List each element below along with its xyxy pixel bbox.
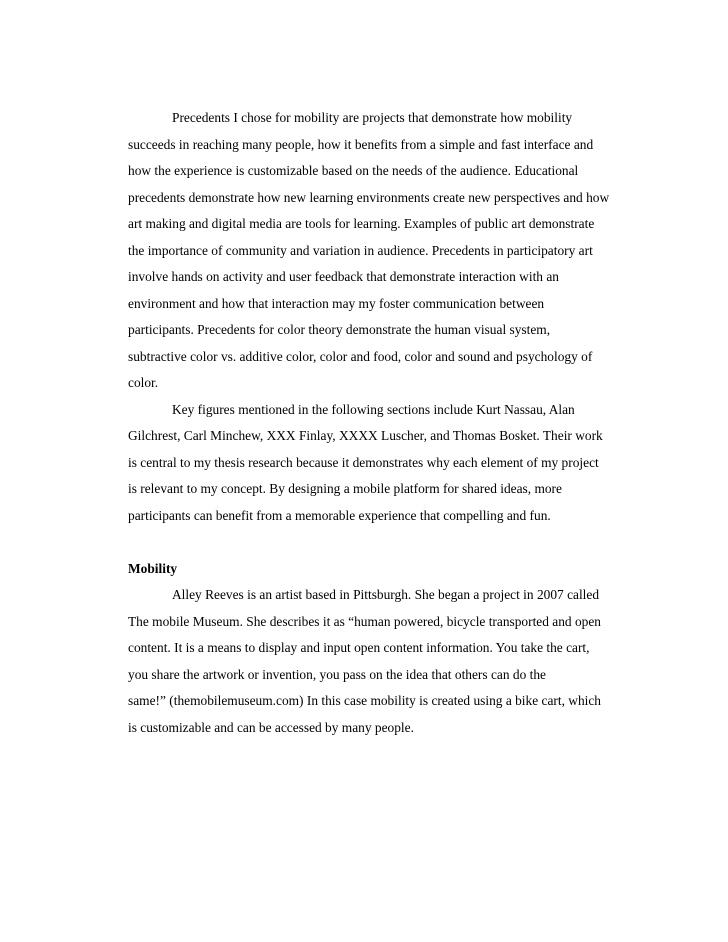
paragraph-line: content. It is a means to display and input open content information. You take the cart, [128, 640, 590, 655]
blank-line [128, 529, 648, 556]
paragraph-line: environment and how that interaction may my foster communication between [128, 295, 545, 311]
paragraph-line: is central to my thesis research because it demonstrates why each element of my project [128, 454, 599, 470]
paragraph-line: color. [128, 375, 159, 390]
paragraph-precedents [128, 105, 648, 397]
paragraph-line: involve hands on activity and user feedback that demonstrate interaction with an [128, 269, 559, 284]
paragraph-mobility [128, 582, 648, 741]
paragraph-line: is relevant to my concept. By designing a mobile platform for shared ideas, more [128, 481, 562, 496]
paragraph-line: Gilchrest, Carl Minchew, XXX Finlay, XXXX Luscher, and Thomas Bosket. Their work [128, 428, 603, 443]
paragraph-line: Alley Reeves is an artist based in Pittsburgh. She began a project in 2007 called [172, 587, 600, 602]
paragraph-line: same!” (themobilemuseum.com) In this case mobility is created using a bike cart, which [128, 693, 601, 708]
paragraph-line: you share the artwork or invention, you pass on the idea that others can do the [128, 666, 546, 682]
paragraph-line: Key figures mentioned in the following sections include Kurt Nassau, Alan [172, 401, 575, 417]
document-body [128, 105, 648, 741]
paragraph-key-figures [128, 397, 648, 530]
paragraph-line: art making and digital media are tools for learning. Examples of public art demonstrate [128, 216, 595, 231]
paragraph-line: precedents demonstrate how new learning environments create new perspectives and how [128, 189, 610, 205]
paragraph-line: The mobile Museum. She describes it as “human powered, bicycle transported and open [128, 613, 602, 629]
paragraph-line: how the experience is customizable based on the needs of the audience. Educational [128, 163, 579, 178]
paragraph-line: participants. Precedents for color theory demonstrate the human visual system, [128, 322, 551, 337]
paragraph-line: subtractive color vs. additive color, color and food, color and sound and psychology of [128, 348, 593, 364]
paragraph-line: participants can benefit from a memorable experience that compelling and fun. [128, 507, 551, 523]
paragraph-line: is customizable and can be accessed by many people. [128, 719, 414, 735]
paragraph-line: succeeds in reaching many people, how it benefits from a simple and fast interface and [128, 136, 594, 152]
paragraph-line: Precedents I chose for mobility are projects that demonstrate how mobility [172, 110, 573, 125]
paragraph-line: the importance of community and variation in audience. Precedents in participatory art [128, 242, 593, 258]
section-heading: Mobility [128, 560, 178, 576]
